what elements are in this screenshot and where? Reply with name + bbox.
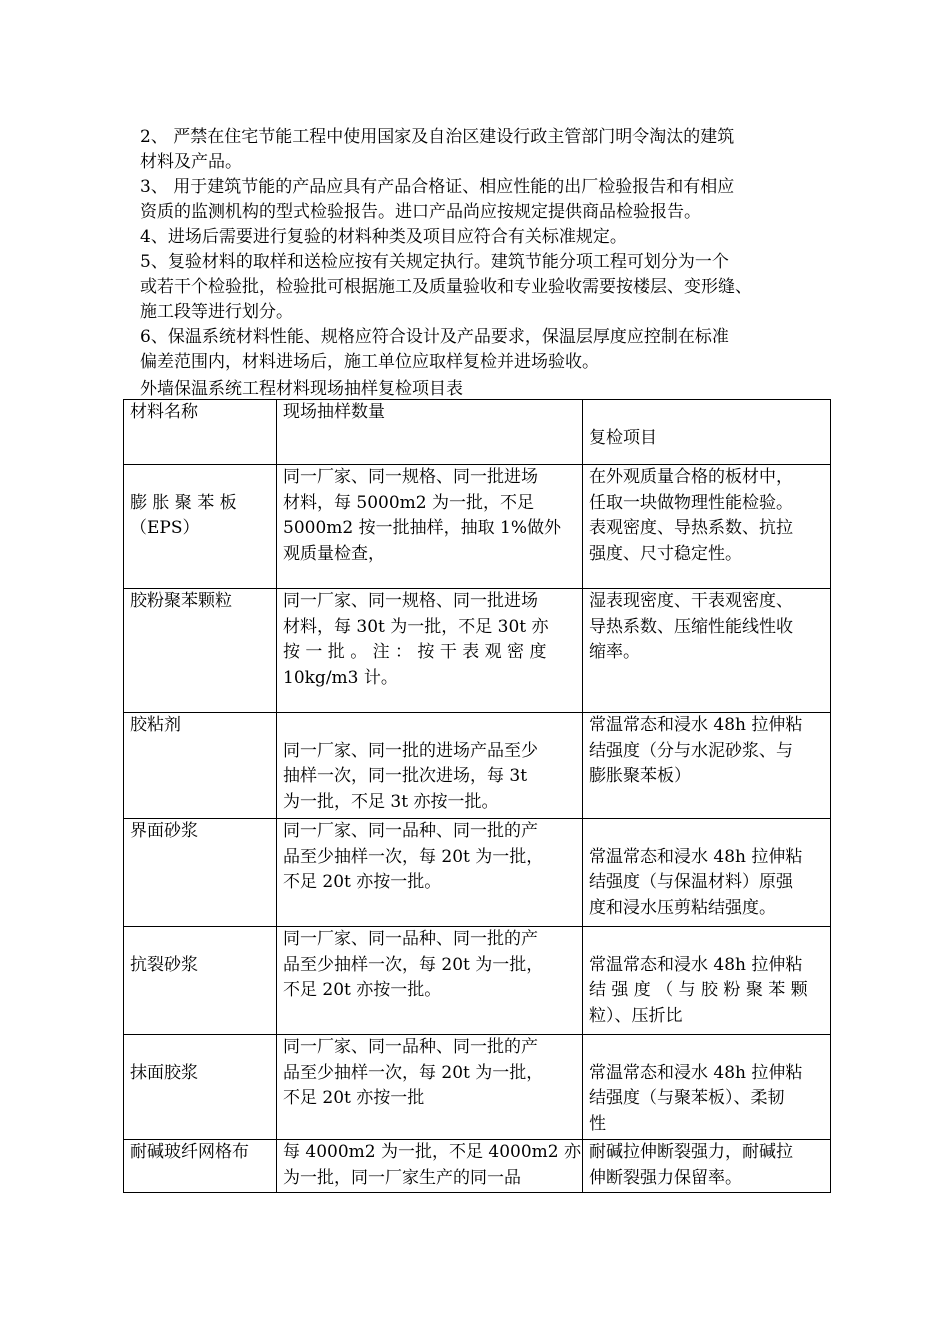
sampling-line: 不足 20t 亦按一批。 (283, 980, 442, 1000)
paragraph-4 (140, 225, 840, 250)
table-row (124, 1140, 831, 1193)
sampling-line: 按 一 批 。 注 ： 按 干 表 观 密 度 (283, 642, 547, 662)
text-line: 3、 用于建筑节能的产品应具有产品合格证、相应性能的出厂检验报告和有相应 (140, 177, 735, 197)
material-name-line: 耐碱玻纤网格布 (130, 1142, 249, 1162)
table-row (124, 927, 831, 1035)
sampling-cell (277, 713, 583, 819)
items-line: 常温常态和浸水 48h 拉伸粘 (589, 715, 803, 735)
material-name-line: 抗裂砂浆 (130, 954, 198, 975)
table-row (124, 465, 831, 589)
items-line: 表观密度、导热系数、抗拉 (589, 518, 793, 538)
items-line: 粒）、压折比 (589, 1005, 683, 1026)
header-retest-items-label: 复检项目 (589, 427, 657, 448)
text-line: 偏差范围内，材料进场后，施工单位应取样复检并进场验收。 (140, 352, 599, 372)
sampling-line: 每 4000m2 为一批，不足 4000m2 亦 (283, 1142, 582, 1162)
items-line: 任取一块做物理性能检验。 (589, 492, 793, 513)
text-line: 2、 严禁在住宅节能工程中使用国家及自治区建设行政主管部门明令淘汰的建筑 (140, 127, 735, 147)
sampling-line: 同一厂家、同一品种、同一批的产 (283, 929, 538, 949)
sampling-cell (277, 819, 583, 927)
sampling-line: 10kg/m3 计。 (283, 667, 398, 688)
table-row (124, 713, 831, 819)
items-line: 结强度（与聚苯板）、柔韧 (589, 1088, 785, 1108)
sampling-line: 品至少抽样一次，每 20t 为一批， (283, 954, 544, 975)
material-name-line: 抹面胶浆 (130, 1062, 198, 1083)
items-cell (583, 1035, 831, 1140)
table-row (124, 1035, 831, 1140)
header-sampling: 现场抽样数量 (277, 400, 583, 465)
text-line: 资质的监测机构的型式检验报告。进口产品尚应按规定提供商品检验报告。 (140, 202, 701, 222)
sampling-line: 观质量检查， (283, 543, 385, 564)
items-line: 常温常态和浸水 48h 拉伸粘 (589, 846, 803, 867)
text-line: 4、进场后需要进行复验的材料种类及项目应符合有关标准规定。 (140, 227, 627, 247)
sampling-line: 不足 20t 亦按一批 (283, 1088, 425, 1108)
sampling-line: 不足 20t 亦按一批。 (283, 872, 442, 892)
sampling-line: 品至少抽样一次，每 20t 为一批， (283, 1062, 544, 1083)
sampling-line: 5000m2 按一批抽样，抽取 1%做外 (283, 518, 561, 538)
material-name (124, 465, 277, 589)
paragraph-3 (140, 175, 840, 225)
items-line: 伸断裂强力保留率。 (589, 1167, 742, 1188)
paragraph-6 (140, 325, 840, 375)
items-cell (583, 713, 831, 819)
sampling-cell (277, 927, 583, 1035)
table-header-row (124, 400, 831, 465)
items-cell (583, 465, 831, 589)
sampling-line: 同一厂家、同一规格、同一批进场 (283, 591, 538, 611)
items-line: 导热系数、压缩性能线性收 (589, 616, 793, 637)
items-cell (583, 1140, 831, 1193)
sampling-line: 同一厂家、同一批的进场产品至少 (283, 740, 538, 761)
table-row (124, 819, 831, 927)
items-line: 结强度（与保温材料）原强 (589, 872, 793, 892)
material-name-line: 膨 胀 聚 苯 板 (130, 492, 237, 513)
items-line: 性 (589, 1113, 606, 1134)
material-name-line: 界面砂浆 (130, 821, 198, 841)
material-name-line: （EPS） (130, 518, 200, 538)
sampling-cell (277, 589, 583, 713)
items-line: 耐碱拉伸断裂强力，耐碱拉 (589, 1142, 793, 1162)
header-material-name: 材料名称 (124, 400, 277, 465)
items-line: 度和浸水压剪粘结强度。 (589, 897, 776, 918)
items-line: 缩率。 (589, 642, 640, 662)
items-line: 常温常态和浸水 48h 拉伸粘 (589, 1062, 803, 1083)
material-name-line: 胶粘剂 (130, 715, 181, 735)
items-cell (583, 589, 831, 713)
sampling-line: 为一批，同一厂家生产的同一品 (283, 1167, 521, 1188)
text-line: 材料及产品。 (140, 152, 242, 172)
items-line: 强度、尺寸稳定性。 (589, 543, 742, 564)
material-name (124, 1140, 277, 1193)
items-line: 湿表现密度、干表观密度、 (589, 591, 793, 611)
material-name (124, 819, 277, 927)
sampling-cell (277, 1035, 583, 1140)
material-name (124, 589, 277, 713)
material-name (124, 1035, 277, 1140)
sampling-line: 材料，每 5000m2 为一批，不足 (283, 492, 535, 513)
sampling-line: 材料，每 30t 为一批，不足 30t 亦 (283, 616, 549, 637)
sampling-line: 同一厂家、同一规格、同一批进场 (283, 467, 538, 487)
paragraph-5 (140, 250, 840, 325)
sampling-cell (277, 1140, 583, 1193)
text-line: 施工段等进行划分。 (140, 302, 293, 322)
sampling-line: 同一厂家、同一品种、同一批的产 (283, 821, 538, 841)
items-line: 结 强 度 （ 与 胶 粉 聚 苯 颗 (589, 980, 808, 1000)
paragraph-2 (140, 125, 840, 175)
sampling-line: 抽样一次，同一批次进场，每 3t (283, 766, 528, 786)
items-cell (583, 819, 831, 927)
material-name (124, 927, 277, 1035)
materials-table (123, 399, 831, 1193)
text-line: 6、保温系统材料性能、规格应符合设计及产品要求，保温层厚度应控制在标准 (140, 327, 729, 347)
sampling-line: 同一厂家、同一品种、同一批的产 (283, 1037, 538, 1057)
items-line: 结强度（分与水泥砂浆、与 (589, 740, 793, 761)
header-retest-items (583, 400, 831, 465)
table-caption: 外墙保温系统工程材料现场抽样复检项目表 (140, 379, 463, 399)
text-line: 或若干个检验批，检验批可根据施工及质量验收和专业验收需要按楼层、变形缝、 (140, 277, 752, 297)
sampling-line: 品至少抽样一次，每 20t 为一批， (283, 846, 544, 867)
table-row (124, 589, 831, 713)
items-line: 常温常态和浸水 48h 拉伸粘 (589, 954, 803, 975)
material-name-line: 胶粉聚苯颗粒 (130, 591, 232, 611)
items-cell (583, 927, 831, 1035)
sampling-cell (277, 465, 583, 589)
material-name (124, 713, 277, 819)
sampling-line: 为一批，不足 3t 亦按一批。 (283, 791, 499, 812)
text-line: 5、复验材料的取样和送检应按有关规定执行。建筑节能分项工程可划分为一个 (140, 252, 729, 272)
items-line: 在外观质量合格的板材中， (589, 467, 793, 487)
items-line: 膨胀聚苯板） (589, 766, 691, 786)
